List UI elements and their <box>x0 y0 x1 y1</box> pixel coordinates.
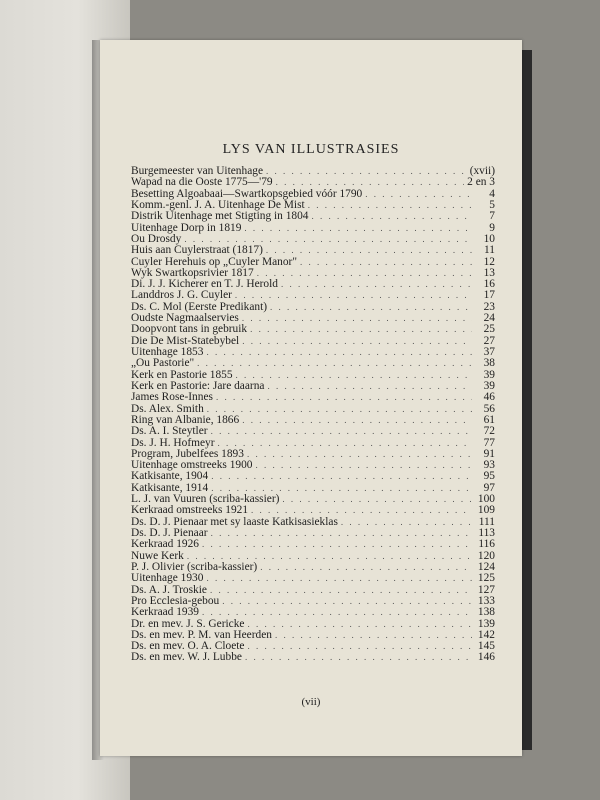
entry-page: 139 <box>477 617 495 630</box>
entry-page: 72 <box>483 425 495 438</box>
entry-page: 93 <box>483 459 495 472</box>
entry-label: Kerk en Pastorie: Jare daarna <box>131 379 265 392</box>
page-number: (vii) <box>301 696 321 708</box>
leader-dots <box>270 302 472 313</box>
entry-label: Katkisante, 1914 <box>131 481 209 494</box>
leader-dots <box>206 347 472 358</box>
entry-label: Uitenhage omstreeks 1900 <box>131 459 253 472</box>
entry-label: P. J. Olivier (scriba-kassier) <box>131 560 258 573</box>
leader-dots <box>202 539 472 550</box>
entry-page: 39 <box>483 379 495 392</box>
entry-page: 46 <box>483 391 495 404</box>
entry-page: 39 <box>483 368 495 381</box>
entry-page: 116 <box>478 538 495 551</box>
leader-dots <box>260 562 472 573</box>
list-item <box>131 607 495 618</box>
entry-label: Ds. en mev. P. M. van Heerden <box>131 628 272 641</box>
list-item <box>131 223 495 234</box>
leader-dots <box>210 585 472 596</box>
entry-page: (xvii) <box>469 165 495 177</box>
entry-label: Ds. A. I. Steytler <box>131 425 208 438</box>
entry-label: Ds. J. H. Hofmeyr <box>131 436 215 449</box>
entry-label: Program, Jubelfees 1893 <box>131 447 244 460</box>
list-item <box>131 539 495 550</box>
leader-dots <box>266 166 467 177</box>
entry-label: Uitenhage 1930 <box>131 572 204 585</box>
entry-label: Besetting Algoabaai—Swartkopsgebied vóór 1790 <box>131 187 363 200</box>
entry-label: Landdros J. G. Cuyler <box>131 289 232 302</box>
entry-label: Ds. en mev. O. A. Cloete <box>131 640 245 653</box>
page-title: LYS VAN ILLUSTRASIES <box>222 142 400 157</box>
leader-dots <box>245 652 472 663</box>
leader-dots <box>242 415 472 426</box>
entry-page: 125 <box>477 572 495 585</box>
entry-page: 97 <box>483 481 495 494</box>
entry-label: Huis aan Cuylerstraat (1817) <box>131 244 263 257</box>
leader-dots <box>251 505 472 516</box>
entry-label: Ds. C. Mol (Eerste Predikant) <box>131 300 268 313</box>
leader-dots <box>211 528 472 539</box>
entry-page: 91 <box>483 447 495 460</box>
leader-dots <box>247 619 472 630</box>
entry-label: Dr. en mev. J. S. Gericke <box>131 617 245 630</box>
entry-page: 16 <box>483 278 495 291</box>
leader-dots <box>216 392 472 403</box>
leader-dots <box>275 630 472 641</box>
entry-page: 56 <box>483 402 495 415</box>
entry-page: 127 <box>477 583 495 596</box>
entry-page: 5 <box>489 198 495 211</box>
entry-label: Pro Ecclesia-gebou <box>131 594 220 607</box>
leader-dots <box>242 313 472 324</box>
entry-label: Cuyler Herehuis op „Cuyler Manor" <box>131 255 297 268</box>
list-item <box>131 652 495 663</box>
entry-label: Oudste Nagmaalservies <box>131 312 239 325</box>
entry-page: 111 <box>478 515 495 528</box>
entry-page: 77 <box>483 436 495 449</box>
entry-page: 9 <box>489 221 495 234</box>
leader-dots <box>255 460 472 471</box>
leader-dots <box>247 641 472 652</box>
entry-label: Katkisante, 1904 <box>131 470 209 483</box>
leader-dots <box>365 189 472 200</box>
entry-label: „Ou Pastorie" <box>131 357 195 370</box>
leader-dots <box>242 336 472 347</box>
entry-label: Wyk Swartkopsrivier 1817 <box>131 266 254 279</box>
entry-page: 24 <box>483 312 495 325</box>
entry-label: Ds. A. J. Troskie <box>131 583 207 596</box>
list-item <box>131 211 495 222</box>
entry-label: Doopvont tans in gebruik <box>131 323 248 336</box>
entry-page: 17 <box>483 289 495 302</box>
entry-page: 61 <box>483 413 495 426</box>
entry-label: Distrik Uitenhage met Stigting in 1804 <box>131 210 309 223</box>
illustration-list <box>131 166 495 664</box>
entry-page: 124 <box>477 560 495 573</box>
leader-dots <box>257 268 472 279</box>
leader-dots <box>197 358 472 369</box>
entry-page: 38 <box>483 357 495 370</box>
entry-page: 133 <box>477 594 495 607</box>
entry-label: Komm.-genl. J. A. Uitenhage De Mist <box>131 198 305 211</box>
leader-dots <box>211 471 472 482</box>
leader-dots <box>250 324 472 335</box>
leader-dots <box>341 517 472 528</box>
entry-page: 146 <box>477 651 495 664</box>
list-item <box>131 324 495 335</box>
entry-label: Kerkraad 1939 <box>131 606 199 619</box>
entry-label: Ou Drosdy <box>131 232 182 245</box>
entry-page: 27 <box>483 334 495 347</box>
entry-page: 142 <box>477 628 495 641</box>
entry-page: 37 <box>483 346 495 358</box>
list-item <box>131 392 495 403</box>
list-item <box>131 426 495 437</box>
leader-dots <box>218 438 472 449</box>
leader-dots <box>312 211 473 222</box>
book-page <box>100 40 522 756</box>
leader-dots <box>211 426 472 437</box>
leader-dots <box>266 245 472 256</box>
leader-dots <box>282 494 472 505</box>
leader-dots <box>267 381 472 392</box>
entry-label: Nuwe Kerk <box>131 549 184 562</box>
entry-page: 23 <box>483 300 495 313</box>
entry-label: Burgemeester van Uitenhage <box>131 165 263 177</box>
entry-label: Ds. Alex. Smith <box>131 402 204 415</box>
list-item <box>131 573 495 584</box>
entry-page: 2 en 3 <box>467 176 495 189</box>
entry-page: 113 <box>478 527 495 539</box>
entry-label: Wapad na die Ooste 1775—'79 <box>131 176 273 189</box>
leader-dots <box>206 573 472 584</box>
list-item <box>131 245 495 256</box>
entry-label: Kerkraad omstreeks 1921 <box>131 504 249 517</box>
list-item <box>131 358 495 369</box>
entry-label: Ds. D. J. Pienaar <box>131 527 208 539</box>
entry-label: Kerk en Pastorie 1855 <box>131 368 233 381</box>
entry-label: Ds. en mev. W. J. Lubbe <box>131 651 242 664</box>
entry-page: 100 <box>477 493 495 506</box>
entry-page: 25 <box>483 323 495 336</box>
entry-label: James Rose-Innes <box>131 391 213 404</box>
entry-label: Di. J. J. Kicherer en T. J. Herold <box>131 278 278 291</box>
leader-dots <box>202 607 472 618</box>
leader-dots <box>222 596 472 607</box>
leader-dots <box>244 223 472 234</box>
entry-label: Uitenhage 1853 <box>131 346 204 358</box>
entry-label: Ds. D. J. Pienaar met sy laaste Katkisasieklas <box>131 515 338 528</box>
entry-label: Ring van Albanie, 1866 <box>131 413 240 426</box>
entry-label: Uitenhage Dorp in 1819 <box>131 221 242 234</box>
entry-page: 7 <box>489 210 495 223</box>
entry-page: 10 <box>483 232 495 245</box>
entry-page: 12 <box>483 255 495 268</box>
leader-dots <box>236 370 472 381</box>
list-item <box>131 177 495 188</box>
list-item <box>131 505 495 516</box>
entry-page: 138 <box>477 606 495 619</box>
entry-label: L. J. van Vuuren (scriba-kassier) <box>131 493 280 506</box>
entry-label: Kerkraad 1926 <box>131 538 199 551</box>
entry-page: 13 <box>483 266 495 279</box>
entry-page: 120 <box>477 549 495 562</box>
entry-label: Die De Mist-Statebybel <box>131 334 240 347</box>
entry-page: 11 <box>484 244 495 257</box>
leader-dots <box>276 177 465 188</box>
leader-dots <box>308 200 472 211</box>
entry-page: 109 <box>477 504 495 517</box>
leader-dots <box>281 279 472 290</box>
leader-dots <box>207 404 472 415</box>
leader-dots <box>247 449 472 460</box>
entry-page: 4 <box>489 187 495 200</box>
leader-dots <box>300 257 472 268</box>
entry-page: 95 <box>483 470 495 483</box>
leader-dots <box>235 290 472 301</box>
entry-page: 145 <box>477 640 495 653</box>
